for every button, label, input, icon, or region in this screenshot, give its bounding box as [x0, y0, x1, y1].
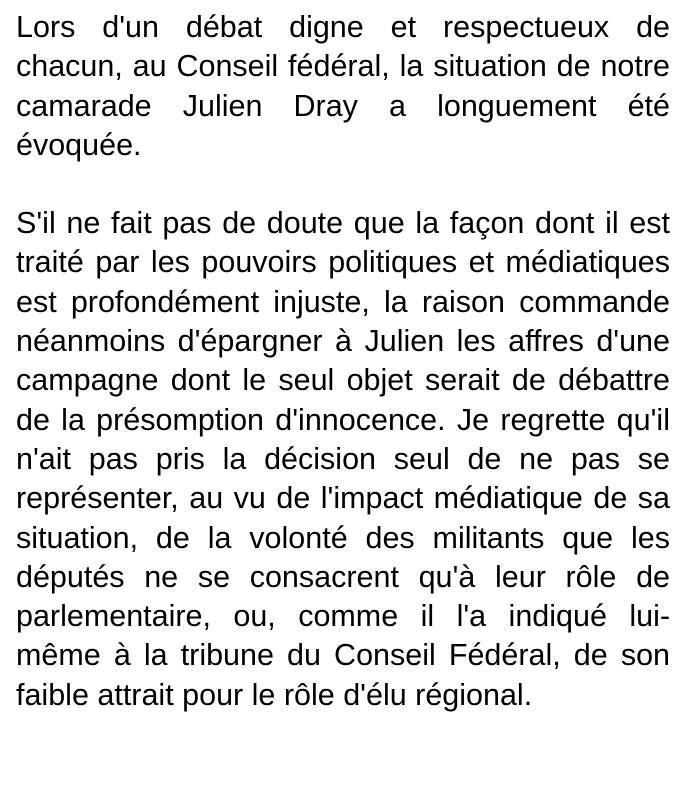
paragraph-2: S'il ne fait pas de doute que la façon dont il est traité par les pouvoirs politiques et médiatiques est profondément injuste, la raison commande néanmoins d'épargner à Julien les affres d'une campagne dont le seul objet serait de débattre de la présomption d'innocence. Je regrette qu'il n'ait pas pris la décision seul de ne pas se représenter, au vu de l'impact médiatique de sa situation, de la volonté des militants que les députés ne se consacrent qu'à leur rôle de parlementaire, ou, comme il l'a indiqué lui-même à la tribune du Conseil Fédéral, de son faible attrait pour le rôle d'élu régional.: [16, 206, 670, 712]
paragraph-1: Lors d'un débat digne et respectueux de chacun, au Conseil fédéral, la situation de notre camarade Julien Dray a longuement été évoquée.: [16, 10, 670, 162]
